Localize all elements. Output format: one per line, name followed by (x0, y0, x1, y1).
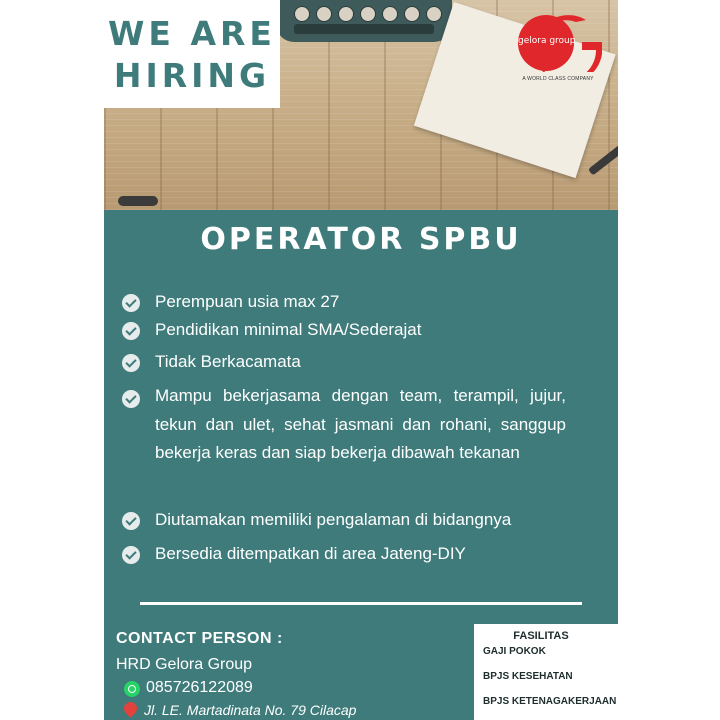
contact-heading: CONTACT PERSON : (116, 630, 283, 647)
facility-item: GAJI POKOK (483, 646, 546, 657)
requirement-text: Mampu bekerjasama dengan team, terampil, jujur, tekun dan ulet, sehat jasmani dan rohani, sanggup bekerja keras dan siap bekerja dibawah tekanan (155, 386, 566, 462)
job-details-panel (104, 210, 618, 720)
cable-image (118, 196, 158, 206)
requirement-text: Perempuan usia max 27 (155, 292, 340, 311)
typewriter-image (276, 0, 452, 42)
job-title: OPERATOR SPBU (200, 222, 522, 257)
section-divider (140, 602, 582, 605)
logo-tagline: A WORLD CLASS COMPANY (522, 76, 594, 82)
facility-item: BPJS KESEHATAN (483, 671, 573, 682)
logo-wordmark: gelora group (518, 36, 576, 46)
map-pin-icon (121, 699, 139, 717)
contact-name: HRD Gelora Group (116, 656, 253, 673)
facilities-title: FASILITAS (513, 630, 569, 642)
desk-photo (104, 0, 618, 210)
facilities-box (474, 624, 618, 720)
hiring-heading-line-1: WE ARE (108, 14, 276, 53)
facility-item: BPJS KETENAGAKERJAAN (483, 696, 617, 707)
requirement-text: Tidak Berkacamata (155, 352, 301, 371)
hiring-banner (104, 0, 280, 108)
requirement-text: Pendidikan minimal SMA/Sederajat (155, 320, 422, 339)
check-circle-icon (122, 322, 140, 340)
check-circle-icon (122, 390, 140, 408)
check-circle-icon (122, 546, 140, 564)
gelora-group-logo (512, 14, 604, 84)
job-poster (104, 0, 618, 720)
contact-phone[interactable]: 085726122089 (146, 679, 253, 696)
whatsapp-icon (124, 681, 140, 697)
pencil-image (588, 132, 618, 175)
hiring-heading-line-2: HIRING (113, 56, 271, 95)
contact-address: Jl. LE. Martadinata No. 79 Cilacap (144, 702, 357, 718)
check-circle-icon (122, 512, 140, 530)
requirement-text: Bersedia ditempatkan di area Jateng-DIY (155, 544, 466, 563)
requirement-text: Diutamakan memiliki pengalaman di bidangnya (155, 510, 512, 529)
check-circle-icon (122, 294, 140, 312)
check-circle-icon (122, 354, 140, 372)
